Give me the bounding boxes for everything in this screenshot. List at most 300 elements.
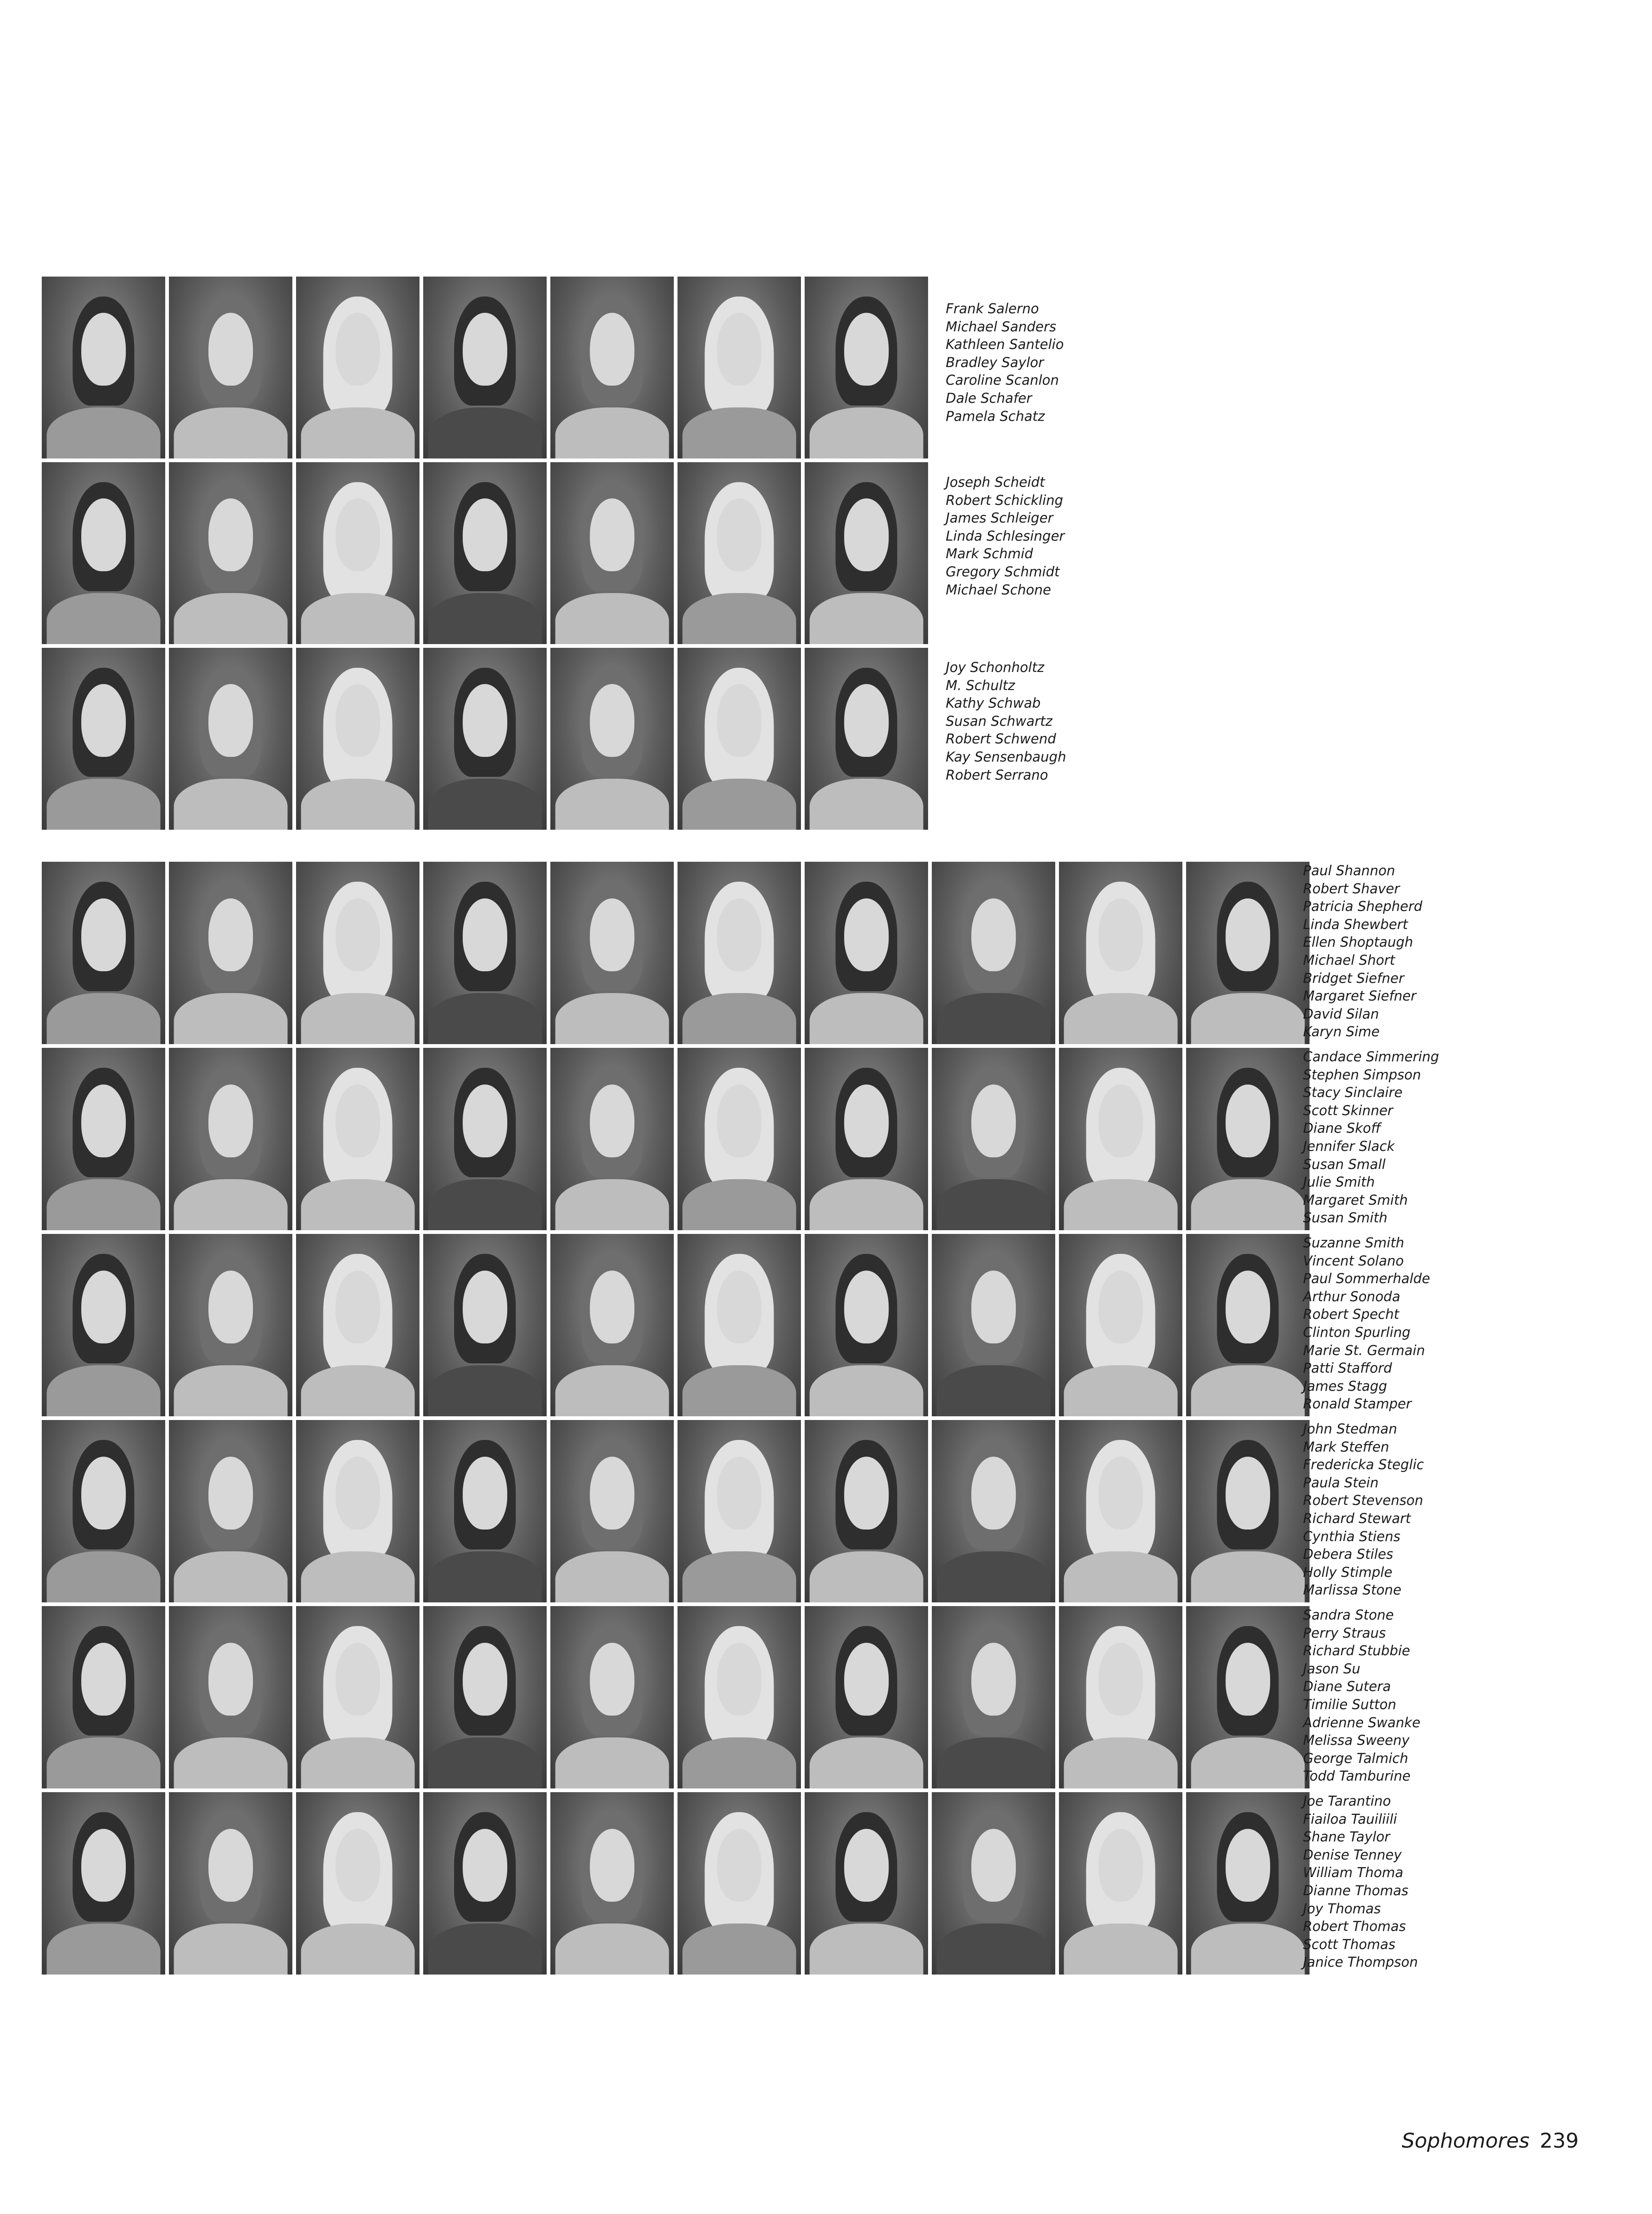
student-name: Robert Specht bbox=[1303, 1306, 1400, 1323]
student-name: Stacy Sinclaire bbox=[1303, 1084, 1403, 1101]
student-portrait bbox=[1059, 1606, 1182, 1788]
portrait-face bbox=[336, 1084, 380, 1157]
student-portrait bbox=[296, 462, 419, 644]
portrait-shoulders bbox=[428, 407, 542, 458]
student-portrait bbox=[296, 277, 419, 458]
student-name: Joy Schonholtz bbox=[946, 659, 1045, 675]
portrait-shoulders bbox=[301, 993, 415, 1044]
portrait-shoulders bbox=[301, 593, 415, 644]
student-name: Robert Thomas bbox=[1303, 1918, 1406, 1935]
portrait-strip bbox=[42, 462, 928, 644]
portrait-shoulders bbox=[174, 1365, 288, 1416]
portrait-shoulders bbox=[555, 593, 669, 644]
portrait-shoulders bbox=[174, 407, 288, 458]
portrait-shoulders bbox=[683, 1365, 796, 1416]
student-name-list bbox=[1303, 1234, 1430, 1413]
student-portrait bbox=[1059, 1420, 1182, 1602]
student-portrait bbox=[296, 1420, 419, 1602]
page-number: 239 bbox=[1540, 2129, 1579, 2153]
portrait-face bbox=[208, 1829, 253, 1902]
student-name: Ronald Stamper bbox=[1303, 1396, 1412, 1412]
student-portrait bbox=[423, 1420, 547, 1602]
portrait-shoulders bbox=[428, 993, 542, 1044]
portrait-strip bbox=[42, 277, 928, 458]
student-portrait bbox=[42, 1420, 165, 1602]
portrait-face bbox=[1098, 1457, 1143, 1530]
student-portrait bbox=[805, 1048, 928, 1230]
portrait-strip bbox=[42, 862, 1310, 1044]
portrait-shoulders bbox=[301, 779, 415, 830]
portrait-face bbox=[463, 1457, 507, 1530]
portrait-shoulders bbox=[937, 1365, 1051, 1416]
portrait-face bbox=[590, 898, 634, 971]
portrait-face bbox=[717, 498, 761, 571]
portrait-shoulders bbox=[810, 1179, 923, 1230]
portrait-face bbox=[463, 1643, 507, 1716]
student-portrait bbox=[169, 862, 292, 1044]
student-portrait bbox=[678, 462, 801, 644]
student-name: Robert Serrano bbox=[946, 767, 1048, 783]
portrait-shoulders bbox=[47, 407, 161, 458]
student-name: Melissa Sweeny bbox=[1303, 1732, 1410, 1749]
student-name: Clinton Spurling bbox=[1303, 1324, 1411, 1340]
student-portrait bbox=[296, 648, 419, 830]
student-portrait bbox=[42, 277, 165, 458]
portrait-face bbox=[1226, 898, 1270, 971]
student-name: Margaret Siefner bbox=[1303, 988, 1416, 1004]
student-portrait bbox=[169, 1420, 292, 1602]
portrait-shoulders bbox=[428, 1924, 542, 1975]
student-name: Fredericka Steglic bbox=[1303, 1457, 1424, 1473]
student-portrait bbox=[1059, 1048, 1182, 1230]
student-portrait bbox=[423, 648, 547, 830]
student-portrait bbox=[1186, 1792, 1310, 1975]
student-portrait bbox=[42, 862, 165, 1044]
portrait-shoulders bbox=[810, 993, 923, 1044]
student-name: James Schleiger bbox=[946, 510, 1053, 526]
student-name: Diane Skoff bbox=[1303, 1120, 1381, 1136]
student-portrait bbox=[296, 1234, 419, 1416]
portrait-shoulders bbox=[428, 1179, 542, 1230]
student-name: Janice Thompson bbox=[1303, 1954, 1418, 1970]
student-name: James Stagg bbox=[1303, 1378, 1387, 1394]
student-name: Kay Sensenbaugh bbox=[946, 749, 1066, 765]
portrait-face bbox=[1226, 1457, 1270, 1530]
portrait-shoulders bbox=[555, 779, 669, 830]
portrait-shoulders bbox=[174, 593, 288, 644]
page-folio bbox=[1402, 2129, 1579, 2153]
student-name: John Stedman bbox=[1303, 1421, 1397, 1437]
student-portrait bbox=[1059, 1792, 1182, 1975]
student-name: M. Schultz bbox=[946, 677, 1015, 693]
portrait-face bbox=[717, 1643, 761, 1716]
portrait-shoulders bbox=[301, 1737, 415, 1788]
portrait-face bbox=[208, 313, 253, 386]
portrait-shoulders bbox=[428, 1365, 542, 1416]
portrait-shoulders bbox=[555, 993, 669, 1044]
student-name: Suzanne Smith bbox=[1303, 1235, 1405, 1251]
student-name: Kathy Schwab bbox=[946, 695, 1041, 711]
student-name: Vincent Solano bbox=[1303, 1252, 1404, 1269]
portrait-face bbox=[81, 498, 126, 571]
student-portrait bbox=[805, 1234, 928, 1416]
portrait-shoulders bbox=[1064, 1924, 1178, 1975]
student-name: Robert Stevenson bbox=[1303, 1492, 1423, 1509]
student-name: Richard Stubbie bbox=[1303, 1643, 1410, 1659]
portrait-face bbox=[208, 498, 253, 571]
student-portrait bbox=[42, 1792, 165, 1975]
portrait-shoulders bbox=[683, 1551, 796, 1602]
student-name: Shane Taylor bbox=[1303, 1829, 1390, 1845]
student-name-list bbox=[946, 658, 1066, 784]
portrait-face bbox=[1098, 1829, 1143, 1902]
student-portrait bbox=[678, 1606, 801, 1788]
student-portrait bbox=[550, 648, 674, 830]
student-portrait bbox=[169, 1234, 292, 1416]
student-name: Richard Stewart bbox=[1303, 1510, 1411, 1526]
student-name: Caroline Scanlon bbox=[946, 372, 1059, 388]
portrait-shoulders bbox=[1064, 1737, 1178, 1788]
portrait-shoulders bbox=[937, 1737, 1051, 1788]
portrait-shoulders bbox=[174, 1179, 288, 1230]
portrait-face bbox=[336, 1829, 380, 1902]
student-portrait bbox=[550, 1048, 674, 1230]
student-portrait bbox=[42, 1234, 165, 1416]
student-portrait bbox=[932, 1606, 1055, 1788]
student-name: Joseph Scheidt bbox=[946, 474, 1045, 490]
student-portrait bbox=[805, 862, 928, 1044]
student-portrait bbox=[1186, 1420, 1310, 1602]
portrait-face bbox=[590, 313, 634, 386]
portrait-face bbox=[971, 898, 1016, 971]
portrait-face bbox=[81, 1829, 126, 1902]
student-portrait bbox=[296, 1792, 419, 1975]
student-portrait bbox=[550, 462, 674, 644]
portrait-face bbox=[336, 313, 380, 386]
portrait-shoulders bbox=[810, 1365, 923, 1416]
student-name: Denise Tenney bbox=[1303, 1846, 1402, 1863]
portrait-shoulders bbox=[1191, 1551, 1305, 1602]
student-name: Michael Sanders bbox=[946, 318, 1057, 335]
student-name: Joy Thomas bbox=[1303, 1900, 1381, 1917]
portrait-shoulders bbox=[937, 1924, 1051, 1975]
portrait-face bbox=[1226, 1643, 1270, 1716]
portrait-shoulders bbox=[555, 1365, 669, 1416]
portrait-shoulders bbox=[937, 1179, 1051, 1230]
portrait-shoulders bbox=[174, 779, 288, 830]
student-portrait bbox=[296, 862, 419, 1044]
portrait-face bbox=[844, 498, 889, 571]
portrait-shoulders bbox=[1191, 1179, 1305, 1230]
portrait-shoulders bbox=[1191, 1737, 1305, 1788]
portrait-strip bbox=[42, 1048, 1310, 1230]
portrait-face bbox=[590, 684, 634, 757]
portrait-shoulders bbox=[301, 1551, 415, 1602]
student-name: Linda Schlesinger bbox=[946, 528, 1065, 544]
student-portrait bbox=[1186, 862, 1310, 1044]
student-portrait bbox=[932, 1048, 1055, 1230]
student-name: Susan Small bbox=[1303, 1156, 1386, 1172]
student-portrait bbox=[932, 1420, 1055, 1602]
student-portrait bbox=[805, 1792, 928, 1975]
portrait-face bbox=[717, 1457, 761, 1530]
portrait-face bbox=[463, 1271, 507, 1343]
portrait-strip bbox=[42, 648, 928, 830]
student-name: Fiailoa Tauiliili bbox=[1303, 1811, 1397, 1827]
student-name: George Talmich bbox=[1303, 1750, 1408, 1766]
student-portrait bbox=[42, 1048, 165, 1230]
portrait-face bbox=[971, 1829, 1016, 1902]
student-portrait bbox=[169, 1606, 292, 1788]
portrait-shoulders bbox=[937, 1551, 1051, 1602]
portrait-face bbox=[336, 1457, 380, 1530]
portrait-shoulders bbox=[555, 1737, 669, 1788]
portrait-shoulders bbox=[1064, 1551, 1178, 1602]
student-portrait bbox=[678, 648, 801, 830]
student-name: Stephen Simpson bbox=[1303, 1066, 1421, 1083]
student-portrait bbox=[42, 648, 165, 830]
portrait-shoulders bbox=[47, 1365, 161, 1416]
student-portrait bbox=[805, 648, 928, 830]
student-name: Joe Tarantino bbox=[1303, 1793, 1391, 1809]
student-portrait bbox=[550, 277, 674, 458]
portrait-face bbox=[1098, 1271, 1143, 1343]
portrait-face bbox=[81, 1643, 126, 1716]
portrait-shoulders bbox=[555, 1924, 669, 1975]
portrait-face bbox=[717, 1084, 761, 1157]
student-portrait bbox=[296, 1048, 419, 1230]
portrait-face bbox=[81, 1457, 126, 1530]
student-portrait bbox=[550, 1606, 674, 1788]
student-name: Jason Su bbox=[1303, 1660, 1361, 1677]
student-portrait bbox=[550, 862, 674, 1044]
student-name: Arthur Sonoda bbox=[1303, 1288, 1400, 1304]
student-portrait bbox=[550, 1234, 674, 1416]
student-portrait bbox=[169, 1792, 292, 1975]
student-portrait bbox=[169, 277, 292, 458]
student-name-list bbox=[1303, 1048, 1439, 1227]
portrait-shoulders bbox=[810, 1551, 923, 1602]
portrait-face bbox=[81, 898, 126, 971]
portrait-face bbox=[844, 1643, 889, 1716]
portrait-face bbox=[1098, 898, 1143, 971]
section-label: Sophomores bbox=[1401, 2129, 1530, 2153]
portrait-shoulders bbox=[555, 1551, 669, 1602]
portrait-shoulders bbox=[428, 779, 542, 830]
student-name-list bbox=[946, 473, 1065, 599]
portrait-face bbox=[1226, 1271, 1270, 1343]
student-portrait bbox=[423, 462, 547, 644]
portrait-shoulders bbox=[683, 593, 796, 644]
portrait-face bbox=[336, 684, 380, 757]
portrait-shoulders bbox=[174, 993, 288, 1044]
student-portrait bbox=[932, 1792, 1055, 1975]
portrait-face bbox=[336, 498, 380, 571]
student-name: Paul Shannon bbox=[1303, 863, 1395, 878]
portrait-face bbox=[590, 1084, 634, 1157]
student-name: Margaret Smith bbox=[1303, 1192, 1408, 1208]
portrait-shoulders bbox=[301, 407, 415, 458]
portrait-face bbox=[1098, 1084, 1143, 1157]
student-name: Mark Steffen bbox=[1303, 1439, 1389, 1455]
student-name: Susan Smith bbox=[1303, 1210, 1387, 1226]
portrait-face bbox=[463, 498, 507, 571]
student-name: Dale Schafer bbox=[946, 390, 1032, 406]
student-name: Sandra Stone bbox=[1303, 1607, 1394, 1623]
student-portrait bbox=[550, 1792, 674, 1975]
portrait-face bbox=[844, 684, 889, 757]
portrait-face bbox=[844, 1271, 889, 1343]
portrait-shoulders bbox=[683, 407, 796, 458]
student-name-list bbox=[946, 300, 1064, 425]
student-name-list bbox=[1303, 1606, 1420, 1785]
portrait-face bbox=[590, 1643, 634, 1716]
student-portrait bbox=[1186, 1234, 1310, 1416]
student-name: Patti Stafford bbox=[1303, 1360, 1392, 1376]
portrait-shoulders bbox=[174, 1551, 288, 1602]
portrait-face bbox=[336, 1643, 380, 1716]
student-portrait bbox=[423, 1792, 547, 1975]
student-name: Frank Salerno bbox=[946, 301, 1039, 316]
portrait-face bbox=[81, 684, 126, 757]
portrait-face bbox=[463, 898, 507, 971]
student-name: Debera Stiles bbox=[1303, 1546, 1394, 1562]
student-name: Diane Sutera bbox=[1303, 1678, 1391, 1695]
portrait-face bbox=[208, 1643, 253, 1716]
student-name: Kathleen Santelio bbox=[946, 336, 1064, 353]
portrait-face bbox=[717, 898, 761, 971]
student-portrait bbox=[423, 277, 547, 458]
portrait-face bbox=[717, 313, 761, 386]
portrait-shoulders bbox=[428, 1737, 542, 1788]
student-name: Karyn Sime bbox=[1303, 1024, 1380, 1040]
student-portrait bbox=[423, 1234, 547, 1416]
student-name: Robert Shaver bbox=[1303, 880, 1400, 897]
portrait-face bbox=[208, 684, 253, 757]
portrait-shoulders bbox=[1191, 1924, 1305, 1975]
portrait-strip bbox=[42, 1792, 1310, 1975]
portrait-shoulders bbox=[47, 1179, 161, 1230]
portrait-face bbox=[1098, 1643, 1143, 1716]
portrait-face bbox=[844, 898, 889, 971]
student-name: Robert Schwend bbox=[946, 731, 1056, 747]
portrait-face bbox=[336, 1271, 380, 1343]
portrait-shoulders bbox=[1064, 1179, 1178, 1230]
student-name: William Thoma bbox=[1303, 1865, 1403, 1881]
portrait-strip bbox=[42, 1234, 1310, 1416]
student-portrait bbox=[678, 1234, 801, 1416]
portrait-shoulders bbox=[301, 1179, 415, 1230]
student-name: Patricia Shepherd bbox=[1303, 898, 1423, 915]
student-portrait bbox=[678, 277, 801, 458]
student-name: Todd Tamburine bbox=[1303, 1768, 1411, 1784]
student-name: Holly Stimple bbox=[1303, 1564, 1393, 1580]
portrait-shoulders bbox=[810, 779, 923, 830]
student-portrait bbox=[932, 1234, 1055, 1416]
student-portrait bbox=[423, 1048, 547, 1230]
student-portrait bbox=[42, 462, 165, 644]
portrait-face bbox=[590, 1829, 634, 1902]
portrait-face bbox=[971, 1271, 1016, 1343]
portrait-face bbox=[590, 1271, 634, 1343]
student-portrait bbox=[423, 1606, 547, 1788]
portrait-shoulders bbox=[1191, 1365, 1305, 1416]
student-portrait bbox=[42, 1606, 165, 1788]
portrait-shoulders bbox=[1064, 993, 1178, 1044]
portrait-strip bbox=[42, 1606, 1310, 1788]
portrait-shoulders bbox=[47, 593, 161, 644]
student-name: Linda Shewbert bbox=[1303, 916, 1408, 932]
student-portrait bbox=[678, 1792, 801, 1975]
student-name: Bridget Siefner bbox=[1303, 970, 1404, 986]
portrait-face bbox=[844, 313, 889, 386]
portrait-shoulders bbox=[47, 1551, 161, 1602]
portrait-face bbox=[971, 1643, 1016, 1716]
portrait-face bbox=[971, 1084, 1016, 1157]
portrait-strip bbox=[42, 1420, 1310, 1602]
portrait-face bbox=[81, 313, 126, 386]
portrait-shoulders bbox=[301, 1365, 415, 1416]
student-portrait bbox=[423, 862, 547, 1044]
portrait-face bbox=[590, 498, 634, 571]
student-portrait bbox=[550, 1420, 674, 1602]
student-name: Paul Sommerhalde bbox=[1303, 1271, 1430, 1287]
portrait-face bbox=[590, 1457, 634, 1530]
portrait-shoulders bbox=[683, 779, 796, 830]
portrait-face bbox=[336, 898, 380, 971]
portrait-shoulders bbox=[47, 993, 161, 1044]
student-name: Gregory Schmidt bbox=[946, 563, 1060, 580]
student-portrait bbox=[169, 1048, 292, 1230]
student-portrait bbox=[805, 1420, 928, 1602]
portrait-shoulders bbox=[47, 1737, 161, 1788]
student-portrait bbox=[805, 277, 928, 458]
portrait-face bbox=[463, 1084, 507, 1157]
portrait-shoulders bbox=[174, 1924, 288, 1975]
student-portrait bbox=[296, 1606, 419, 1788]
portrait-face bbox=[717, 684, 761, 757]
portrait-shoulders bbox=[174, 1737, 288, 1788]
student-name: Cynthia Stiens bbox=[1303, 1528, 1400, 1544]
student-name: Robert Schickling bbox=[946, 492, 1064, 508]
student-portrait bbox=[1059, 1234, 1182, 1416]
student-name: Marlissa Stone bbox=[1303, 1582, 1401, 1598]
student-portrait bbox=[678, 1420, 801, 1602]
portrait-shoulders bbox=[683, 993, 796, 1044]
portrait-face bbox=[208, 898, 253, 971]
student-name: Bradley Saylor bbox=[946, 354, 1044, 370]
portrait-shoulders bbox=[47, 779, 161, 830]
portrait-face bbox=[844, 1457, 889, 1530]
student-name-list bbox=[1303, 1420, 1424, 1599]
student-portrait bbox=[678, 1048, 801, 1230]
portrait-shoulders bbox=[810, 407, 923, 458]
student-name: Paula Stein bbox=[1303, 1474, 1379, 1491]
student-name: Ellen Shoptaugh bbox=[1303, 934, 1413, 950]
portrait-shoulders bbox=[683, 1179, 796, 1230]
portrait-shoulders bbox=[555, 407, 669, 458]
portrait-face bbox=[1226, 1829, 1270, 1902]
portrait-shoulders bbox=[810, 1924, 923, 1975]
portrait-face bbox=[1226, 1084, 1270, 1157]
portrait-shoulders bbox=[683, 1737, 796, 1788]
student-name: Pamela Schatz bbox=[946, 408, 1045, 424]
student-name: Julie Smith bbox=[1303, 1174, 1375, 1190]
student-name: Marie St. Germain bbox=[1303, 1342, 1425, 1358]
student-name: Timilie Sutton bbox=[1303, 1696, 1396, 1712]
student-name: Susan Schwartz bbox=[946, 713, 1053, 729]
student-name-list bbox=[1303, 1792, 1418, 1971]
